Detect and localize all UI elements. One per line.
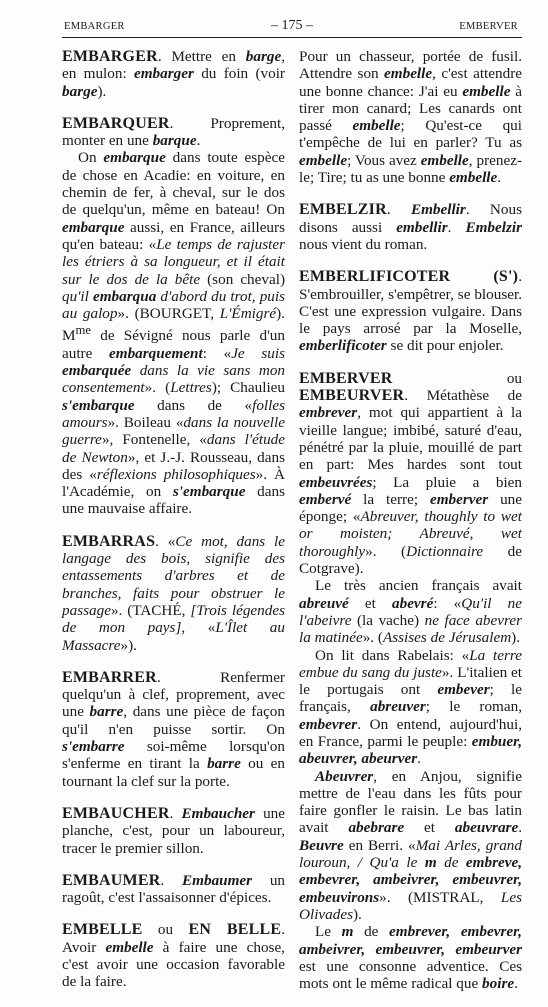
entry-paragraph: [299, 768, 522, 924]
term: embelle: [105, 938, 154, 956]
work-title: L'Émigré: [219, 305, 277, 323]
entry-emberver: [299, 370, 522, 993]
term: m: [341, 923, 354, 941]
term: abeuvrare: [454, 819, 519, 837]
term: abevré: [392, 594, 434, 612]
term: embelle: [384, 65, 433, 83]
term: embeuvrées: [299, 473, 373, 491]
text: Pour un chasseur, portée de fusil. Attendre son: [299, 48, 522, 83]
headword: EMBARGER: [62, 48, 158, 65]
left-column: [62, 48, 285, 1007]
work-title: Lettres: [170, 379, 212, 397]
text: », et J.-J. Rousseau, dans des «: [62, 448, 285, 483]
quotation: d'abord du trot, puis au galop: [62, 287, 286, 323]
work-title: Assises de Jérusalem: [382, 629, 512, 647]
text: .: [160, 871, 183, 889]
text: . «: [155, 532, 176, 550]
text: dans de «: [134, 396, 253, 414]
text: ». (BOURGET,: [117, 305, 220, 323]
text: (son cheval): [200, 270, 286, 288]
text: Le très ancien français avait: [315, 577, 522, 595]
text: dans toute espèce de chose en Acadie: en voiture, en chemin de fer, à cheval, sur le dos de quelqu'un, même en bateau! On: [62, 149, 285, 219]
work-title: L'Îlet au Massacre: [62, 619, 285, 654]
term: barge: [245, 48, 282, 65]
quotation: Ce mot, dans le langage des bois, signifie des entassements d'arbres et de branches, faits pour obstruer le passage: [62, 532, 286, 619]
term: barge: [62, 82, 98, 100]
text: , «: [181, 619, 216, 637]
term: embarque: [62, 218, 125, 236]
quotation: dans l'étude de Newton: [62, 431, 285, 466]
text: nous vient du roman.: [299, 235, 428, 253]
entry-paragraph: [299, 923, 522, 992]
term: emberlificoter: [299, 337, 387, 355]
text: ». (: [365, 542, 407, 560]
entry-embarras: [62, 533, 285, 654]
quotation: Abreuver, thoughly to wet or moisten; Abreuvé, wet thoroughly: [299, 508, 523, 560]
text: .: [169, 804, 182, 822]
text: de: [353, 923, 390, 941]
term: embelle: [352, 117, 401, 135]
text: de Sévigné nous parle d'un autre: [62, 327, 285, 362]
text: ; le français,: [299, 681, 522, 716]
quotation: ne face abevrer la matinée: [299, 611, 522, 647]
term: s'embarque: [62, 396, 135, 414]
text: . Avoir: [62, 921, 285, 956]
quotation: dans la vie sans mon consentement: [62, 362, 286, 397]
quotation: Mai Arles, grand louroun, / Qu'a le: [299, 836, 522, 872]
text: . Nous disons aussi: [299, 201, 522, 236]
definition-text: . Mettre en: [157, 48, 246, 65]
headword: EMBAUCHER: [62, 804, 170, 822]
text: une éponge; «: [299, 490, 522, 526]
text: On lit dans Rabelais: «: [315, 646, 470, 664]
text: ). M: [62, 305, 285, 345]
term: barque: [152, 132, 197, 150]
entry-paragraph: [62, 149, 285, 517]
headword-variant: EMBEURVER: [299, 387, 405, 405]
text: de Cotgrave).: [299, 542, 522, 578]
quotation: dans la nouvelle guerre: [62, 414, 285, 449]
entry-paragraph: [299, 577, 522, 646]
work-title: [Trois légendes de mon pays]: [62, 601, 285, 637]
term: embarger: [133, 65, 194, 83]
term: embarquée: [62, 362, 132, 380]
term: s'embarre: [62, 738, 125, 756]
text: à faire une chose, c'est avoir une occasion favorable de la faire.: [62, 938, 285, 991]
entry-embarquer: [62, 115, 285, 518]
work-title: Les Olivades: [299, 888, 522, 923]
text: , dans une pièce de façon qu'il n'en puisse sortir. On: [62, 703, 285, 738]
text: , c'est attendre une bonne chance: J'ai eu: [299, 65, 522, 100]
header-left-guideword: EMBARGER: [64, 21, 125, 32]
text: ).: [511, 629, 521, 647]
text: ; le roman,: [425, 698, 523, 716]
text: ». (MISTRAL,: [379, 888, 501, 906]
text: Le: [315, 923, 342, 941]
entry-paragraph: [299, 647, 522, 768]
entry-embaumer: [62, 872, 285, 907]
entry-embelzir: [299, 201, 522, 253]
text: est une consonne adventice. Ces mots ont le même radical que: [299, 957, 522, 993]
text: , prenez-le; Tire; tu as une bonne: [299, 151, 522, 187]
text: aussi, en France, ailleurs qu'en bateau: «: [62, 218, 285, 253]
text: .: [386, 201, 411, 219]
definition-text: ).: [97, 82, 107, 100]
definition-text: . Proprement, monter en une: [62, 114, 285, 150]
text: », Fontenelle, «: [101, 431, 207, 449]
headword: EMBELLE: [62, 921, 143, 939]
text: ; Qu'est-ce qui t'empêche de lui en parler? Tu as: [299, 117, 522, 152]
entry-embaucher: [62, 805, 285, 857]
text: , en Anjou, signifie mettre de l'eau dans les fûts pour faire gonfler le raisin. Le bas latin avait: [299, 767, 522, 837]
term: barre: [207, 755, 241, 773]
term: Abeuvrer: [315, 767, 374, 785]
text: et: [348, 594, 392, 612]
text: ou en tournant la clef sur la porte.: [62, 755, 285, 790]
headword: EMBARRAS: [62, 532, 156, 550]
term: embreve, embevrer, ambeivrer, embeuvrer, embeuvirons: [299, 854, 522, 906]
term: embarqua: [93, 287, 157, 305]
quotation: de: [436, 854, 466, 872]
entry-embarrer: [62, 669, 285, 790]
term: embarquement: [109, 344, 203, 362]
text: ». (: [144, 379, 171, 397]
text: (la vache): [351, 611, 425, 629]
term: boire: [482, 975, 515, 993]
text: ).: [353, 905, 362, 923]
text: .: [518, 819, 522, 837]
text: On: [78, 149, 104, 167]
term: embuer, abeuvrer, abeurver: [299, 732, 522, 768]
text: .: [417, 750, 421, 768]
running-header: [62, 18, 522, 38]
text: et: [404, 819, 455, 837]
quotation: folles amours: [62, 396, 285, 431]
term: embelle: [462, 82, 511, 100]
term: embarque: [103, 149, 166, 167]
quotation: qu'il: [62, 287, 89, 305]
text: .: [497, 169, 502, 187]
text: .: [447, 218, 466, 236]
text: la terre;: [351, 490, 430, 508]
quotation: Je suis: [231, 344, 285, 362]
entry-emberlificoter: [299, 268, 522, 354]
term: embevrer: [299, 715, 358, 733]
term: abebrare: [348, 819, 405, 837]
text: . Métathèse de: [404, 387, 522, 405]
term: embelle: [299, 151, 348, 169]
term: abreuver: [370, 698, 426, 716]
headword: EMBERVER: [299, 369, 393, 387]
text: dans une mauvaise affaire.: [62, 483, 286, 518]
definition-text: .: [196, 132, 201, 150]
headword: EMBERLIFICOTER (S'): [299, 268, 519, 286]
right-column: [299, 48, 522, 1007]
term: abreuvé: [299, 594, 349, 612]
text: , mot qui appartient à la vieille langue; imbibé, saturé d'eau, pénétré par la pluie, mouillé de part en part: Mes hardes sont tout: [299, 404, 522, 474]
text: une planche, c'est, pour un laboureur, tracer le premier sillon.: [62, 804, 285, 857]
term: embelle: [420, 151, 469, 169]
work-title: Dictionnaire: [406, 542, 484, 560]
text: . On entend, aujourd'hui, en France, parmi le peuple:: [299, 715, 522, 750]
term: embrever, embevrer, ambeivrer, embeuvrer, embeurver: [299, 923, 522, 958]
text: soi-même lorsqu'on s'enferme en tirant la: [62, 738, 285, 773]
quotation: Qu'il ne l'abeivre: [299, 594, 522, 629]
text: ; La pluie a bien: [372, 473, 522, 491]
term: emberver: [429, 490, 489, 508]
text: ou: [142, 921, 189, 939]
text: »).: [120, 636, 137, 654]
text: se dit pour enjoler.: [386, 337, 504, 355]
term: barre: [89, 703, 124, 721]
text: ou: [392, 369, 522, 387]
text: ); Chaulieu: [211, 379, 285, 397]
text: : «: [202, 344, 232, 362]
headword: EMBAUMER: [62, 871, 161, 889]
text: à tirer mon canard; Les canards ont passé: [299, 82, 522, 135]
entry-embelle: [62, 921, 285, 990]
term: Embelzir: [465, 218, 522, 236]
superscript: me: [75, 323, 91, 338]
text: ». À l'Académie, on: [62, 465, 286, 501]
text: ». Boileau «: [107, 414, 184, 431]
text: en Berri. «: [343, 836, 416, 854]
text: ». (: [362, 629, 383, 647]
headword: EMBARRER: [62, 668, 157, 686]
text: ; Vous avez: [347, 151, 421, 169]
quotation: La terre embue du sang du juste: [299, 646, 522, 681]
text: . S'embrouiller, s'empêtrer, se blouser. C'est une expression vulgaire. Dans le pays arrosé par la Moselle,: [299, 268, 522, 338]
headword-variant: EN BELLE: [188, 921, 282, 939]
text: ». L'italien et le portugais ont: [299, 663, 523, 699]
term: m: [424, 854, 437, 872]
term: embever: [437, 681, 490, 699]
quotation: réflexions philosophiques: [96, 465, 256, 483]
entry-embarger: [62, 48, 285, 100]
term: embelle: [449, 169, 498, 187]
text: [131, 362, 140, 379]
headword: EMBELZIR: [299, 201, 387, 219]
term: Embellir: [410, 201, 466, 219]
definition-text: du foin (voir: [193, 65, 285, 83]
term: embrever: [299, 404, 358, 422]
term: Embaucher: [181, 804, 255, 822]
definition-text: , en mulon:: [62, 48, 285, 83]
text: : «: [433, 594, 462, 612]
term: Embaumer: [182, 871, 253, 889]
header-right-guideword: EMBERVER: [459, 21, 518, 32]
page-number: – 175 –: [271, 18, 313, 33]
term: embervé: [299, 490, 352, 508]
text: un ragoût, c'est l'assaisonner d'épices.: [62, 871, 286, 907]
text: .: [514, 975, 518, 993]
quotation: Le temps de rajuster les étriers à sa longueur, et il était sur le dos de la bête: [62, 235, 285, 288]
text: . Renfermer quelqu'un à clef, proprement, avec une: [62, 668, 285, 721]
text: ». (TACHÉ,: [110, 601, 191, 619]
term: embellir: [396, 218, 448, 236]
entry-embelle-continued: [299, 48, 522, 186]
headword: EMBARQUER: [62, 114, 170, 132]
term: s'embarque: [172, 483, 246, 501]
term: Beuvre: [299, 836, 344, 854]
